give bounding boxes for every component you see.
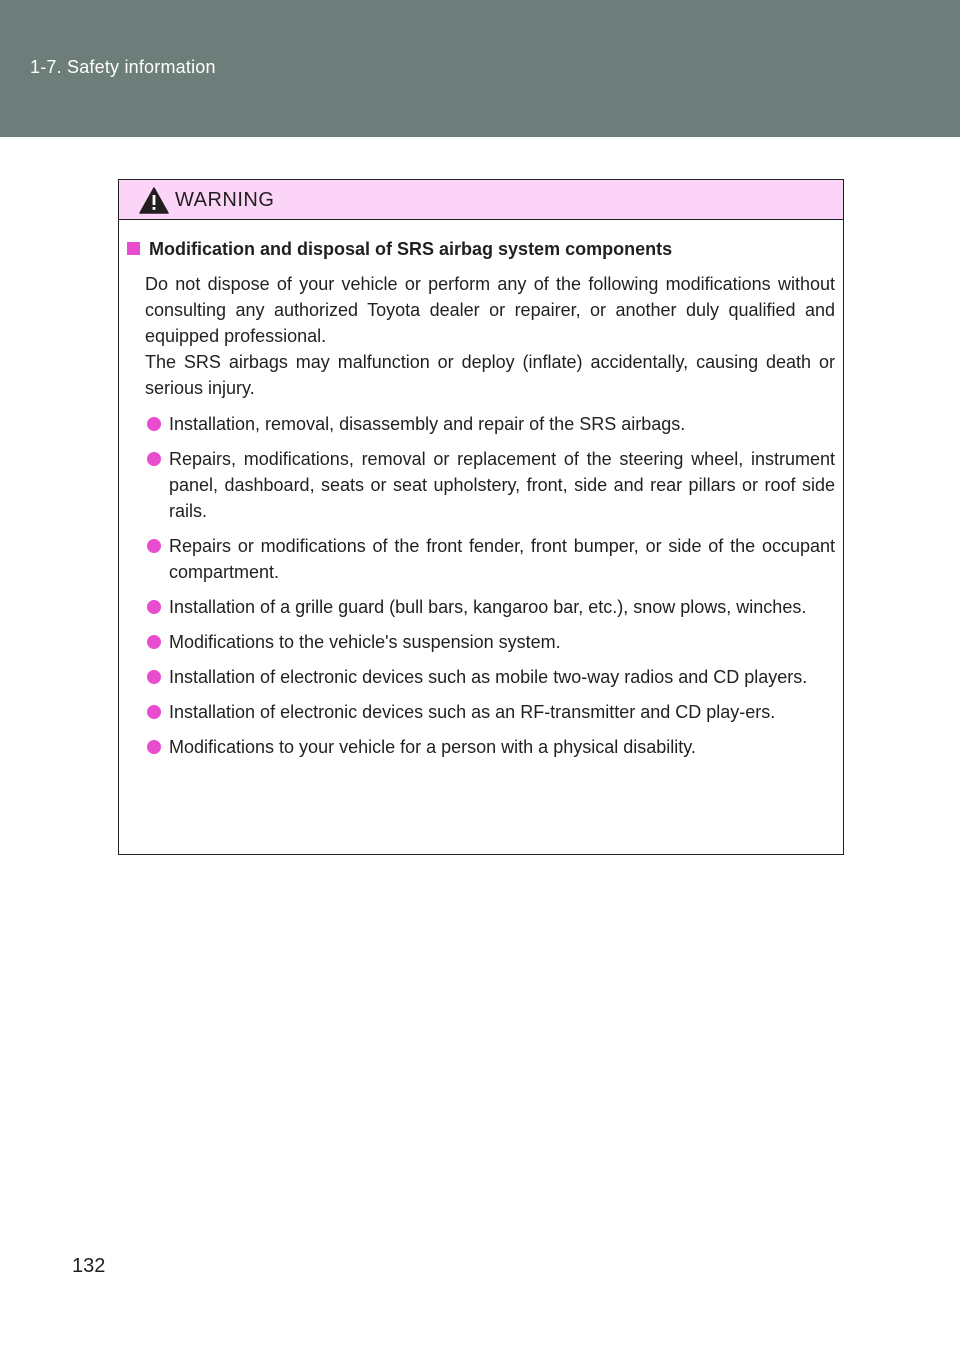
circle-bullet-icon (147, 600, 161, 614)
list-item: Modifications to your vehicle for a person with a physical disability. (145, 734, 835, 760)
page-number: 132 (72, 1255, 106, 1277)
circle-bullet-icon (147, 452, 161, 466)
square-bullet-icon (127, 242, 140, 255)
list-item: Installation, removal, disassembly and repair of the SRS airbags. (145, 411, 835, 437)
list-item: Installation of electronic devices such as an RF-transmitter and CD play-ers. (145, 699, 835, 725)
circle-bullet-icon (147, 670, 161, 684)
modification-list (145, 411, 835, 760)
list-item: Modifications to the vehicle's suspension system. (145, 629, 835, 655)
warning-body (119, 238, 843, 760)
warning-box (118, 179, 844, 855)
circle-bullet-icon (147, 705, 161, 719)
circle-bullet-icon (147, 417, 161, 431)
paragraph-1: Do not dispose of your vehicle or perform any of the following modifications without consulting any authorized Toyota dealer or repairer, or another duly qualified and equipped professional. (145, 274, 835, 346)
list-item: Installation of electronic devices such as mobile two-way radios and CD players. (145, 664, 835, 690)
circle-bullet-icon (147, 635, 161, 649)
list-item: Installation of a grille guard (bull bars, kangaroo bar, etc.), snow plows, winches. (145, 594, 835, 620)
circle-bullet-icon (147, 740, 161, 754)
page-header (0, 0, 960, 137)
section-title-header: 1-7. Safety information (30, 57, 216, 77)
warning-header (119, 180, 843, 220)
warning-section-title (127, 238, 835, 260)
section-title-text: Modification and disposal of SRS airbag system components (149, 239, 673, 259)
list-item: Repairs or modifications of the front fender, front bumper, or side of the occupant compartment. (145, 533, 835, 585)
warning-label: WARNING (175, 189, 275, 211)
circle-bullet-icon (147, 539, 161, 553)
paragraph-2: The SRS airbags may malfunction or deploy (inflate) accidentally, causing death or serious injury. (145, 352, 835, 398)
warning-triangle-icon (139, 187, 169, 214)
list-item: Repairs, modifications, removal or replacement of the steering wheel, instrument panel, dashboard, seats or seat upholstery, front, side and rear pillars or roof side rails. (145, 446, 835, 524)
